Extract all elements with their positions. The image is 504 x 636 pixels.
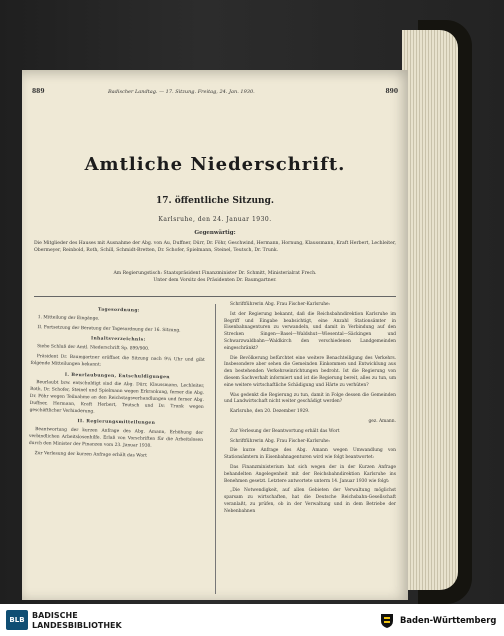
paragraph: Was gedenkt die Regierung zu tun, damit in Folge dessen die Gemeinden und Landwirtschaft nicht weiter geschädigt werden? xyxy=(224,392,396,405)
paragraph: Die kurze Anfrage des Abg. Amann wegen Umwandlung von Stationsämtern in Eisenbahnagenturen wird wie folgt beantwortet: xyxy=(224,448,396,461)
closing-line: Zur Verlesung der kurzen Anfrage erhält das Wort xyxy=(34,450,147,459)
signature-line: gez. Amann. xyxy=(368,418,396,424)
speaker-line: Schriftführerin Abg. Frau Fischer-Karlsruhe: xyxy=(230,438,331,444)
paragraph: Ist der Regierung bekannt, daß die Reichsbahndirektion Karlsruhe im Begriff und Eingabe beabsichtigt, eine Anzahl Stationsämter in Eisenbahnagenturen zu verwandeln, und damit in Verbindung auf den Strecken Singen—Basel—Waldshut—Wiesental—Säckingen und Schwarzwaldbahn—Waldkirch den verschiedenen Landgemeinden eingeschränkt? xyxy=(224,311,396,351)
running-header xyxy=(32,88,398,100)
document-page xyxy=(22,70,408,600)
section-text: Beurlaubt bzw. entschuldigt sind die Abg. Dürr, Klaussmann, Lechleiter, Roth, Dr. Schofer, Steinel und Spielmann wegen Erkrankung, ferner die Abg. Dr. Föhr wegen Teilnahme an den Reichstagsverhandlungen und ferner Abg. Duffner, Hermann, Kraft Herbert, Teutsch und Dr. Trunk wegen geschäftlicher Verhinderung. xyxy=(29,380,205,415)
state-name[interactable]: Baden-Württemberg xyxy=(400,615,497,625)
page-edges xyxy=(402,30,458,590)
state-coat-of-arms-icon xyxy=(378,611,396,629)
paragraph: Das Finanzministerium hat sich wegen der in der Kurzen Anfrage behandelten Angelegenheit mit der Reichsbahndirektion Karlsruhe ins Benehmen gesetzt. Letztere antwortete unterm 14. Januar 1930 wie folgt: xyxy=(224,464,396,484)
section-heading: I. Beurlaubungen, Entschuldigungen xyxy=(64,372,170,380)
place-date: Karlsruhe, den 20. Dezember 1929. xyxy=(230,409,310,415)
agenda-heading: Tagesordnung: xyxy=(97,307,140,314)
agenda-item: II. Fortsetzung der Beratung der Tagesordnung der 16. Sitzung. xyxy=(37,324,181,333)
library-name[interactable] xyxy=(32,611,122,631)
speaker-line: Schriftführerin Abg. Frau Fischer-Karlsruhe: xyxy=(230,302,331,307)
left-column xyxy=(28,302,206,460)
paragraph: „Die Notwendigkeit, auf allen Gebieten der Verwaltung möglichst sparsam zu wirtschaften, hat die Deutsche Reichsbahn-Gesellschaft veranlaßt, zu prüfen, ob in der Verwaltung und in dem Betriebe der Nebenbahnen xyxy=(224,488,396,514)
present-heading: Gegenwärtig: xyxy=(194,230,236,236)
minutes-heading: Inhaltsverzeichnis: xyxy=(90,336,146,343)
left-column-content xyxy=(29,306,206,461)
minutes-text: Siehe Schluß der Amtl. Niederschrift Sp. 899/900. xyxy=(37,344,150,352)
library-logo[interactable]: BLB xyxy=(6,610,28,630)
footer-bar xyxy=(0,604,504,636)
government-block xyxy=(32,270,398,284)
running-title: Badischer Landtag. — 17. Sitzung. Freitag, 24. Jan. 1930. xyxy=(108,89,255,95)
section-text: Beantwortung der kurzen Anfrage des Abg. Amann, Erhöhung der verbindlichen Arbeitslosenhilfe. Erlaß von Vorschriften für die Arbeitslosen durch den Minister der Finanzen vom 23. Januar 1930. xyxy=(28,427,204,449)
chair-line: Unter dem Vorsitz des Präsidenten Dr. Baumgartner. xyxy=(153,278,277,283)
document-title: Amtliche Niederschrift. xyxy=(84,154,346,175)
government-line: Am Regierungstisch: Staatspräsident Finanzminister Dr. Schmitt, Ministerialrat Frech. xyxy=(113,271,317,276)
column-divider xyxy=(215,304,216,594)
page-number-right: 890 xyxy=(385,88,398,95)
library-name-line2: LANDESBIBLIOTHEK xyxy=(32,621,122,630)
session-title: 17. öffentliche Sitzung. xyxy=(155,196,275,206)
paragraph: Die Bevölkerung befürchtet eine weitere Benachteiligung des Verkehrs. Insbesondere aber sehen die Gemeinden Einkommen und Entwicklung aus den bestehenden Verkehrseinrichtungen bedroht. Ist die Regierung von diesem Sachverhalt informiert und ist die Regierung bereit, alles zu tun, um eine weitere wirtschaftliche Schädigung und Härte zu verhüten? xyxy=(224,355,396,388)
divider-rule xyxy=(34,296,396,297)
section-heading: II. Regierungsmitteilungen xyxy=(77,419,156,427)
present-members: Die Mitglieder des Hauses mit Ausnahme der Abg. von Au, Duffner, Dürr, Dr. Föhr, Geschwind, Hermann, Hornung, Klaussmann, Kraft Herbert, Lechleiter, Obermeyer, Reinbold, Roth, Schill, Schmidt-Bretten, Dr. Schofer, Spielmann, Steinel, Teutsch, Dr. Trunk. xyxy=(34,241,396,253)
opening-paragraph: Präsident Dr. Baumgartner eröffnet die Sitzung nach 9¼ Uhr und gibt folgende Mitteilungen bekannt: xyxy=(30,354,205,368)
agenda-item: 1. Mitteilung der Eingänge. xyxy=(37,314,100,322)
paragraph: Zur Verlesung der Beantwortung erhält das Wort xyxy=(230,428,340,434)
date-line: Karlsruhe, den 24. Januar 1930. xyxy=(158,216,272,223)
right-column xyxy=(224,302,396,519)
library-name-line1: BADISCHE xyxy=(32,611,78,620)
page-number-left: 889 xyxy=(32,88,45,95)
